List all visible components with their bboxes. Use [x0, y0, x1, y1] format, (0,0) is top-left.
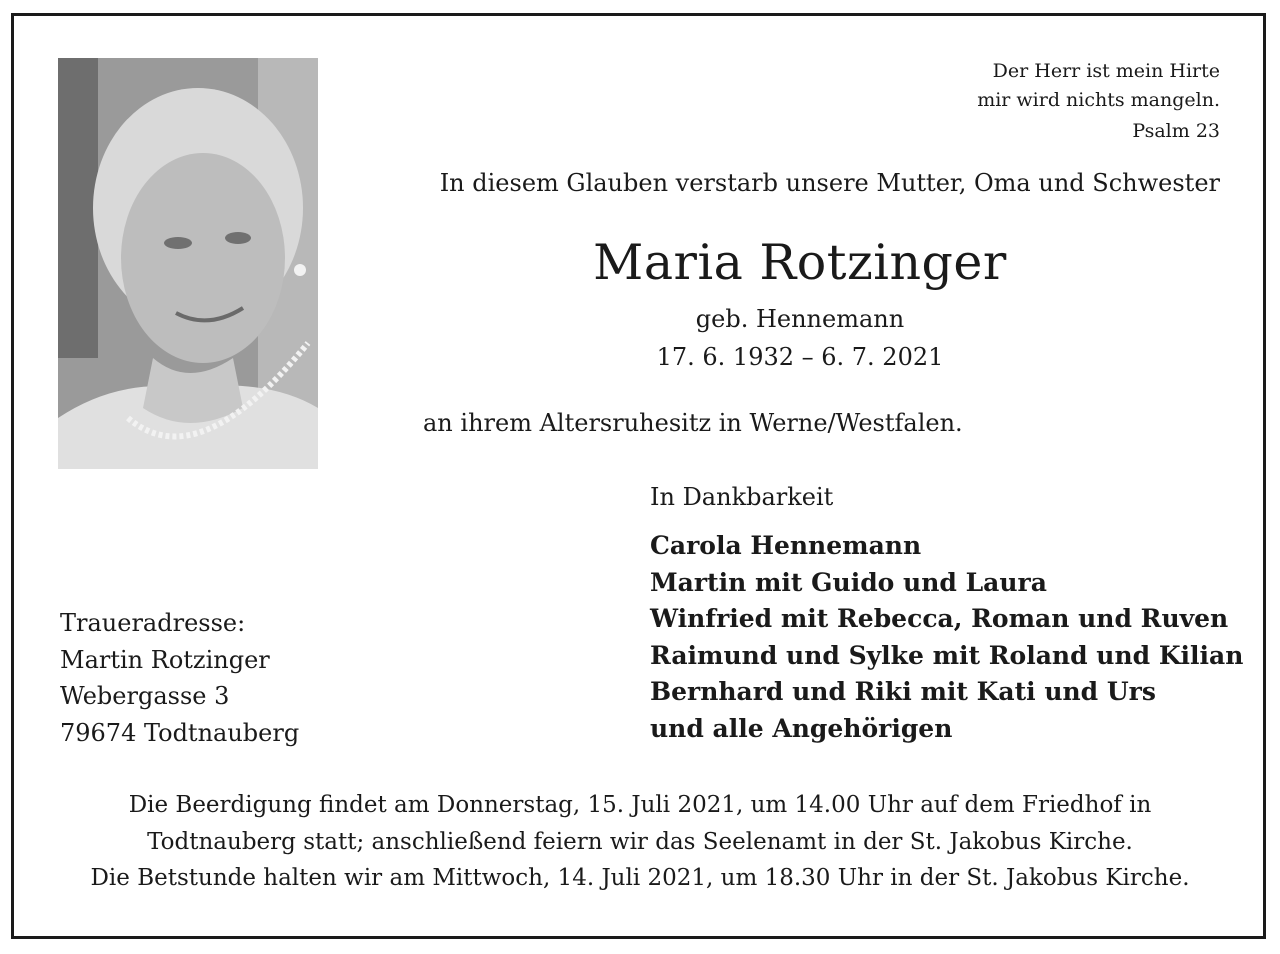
- portrait-photo: [58, 58, 318, 469]
- psalm-line-2: mir wird nichts mangeln.: [977, 89, 1220, 111]
- mourner-line: und alle Angehörigen: [650, 713, 953, 743]
- mourner-line: Raimund und Sylke mit Roland und Kilian: [650, 640, 1244, 670]
- mourner-line: Winfried mit Rebecca, Roman und Ruven: [650, 604, 1229, 633]
- mourning-address: [60, 605, 299, 751]
- psalm-quote: [977, 57, 1220, 146]
- funeral-line-2: Todtnauberg statt; anschließend feiern wir das Seelenamt in der St. Jakobus Kirche.: [147, 828, 1133, 855]
- mourner-line: Martin mit Guido und Laura: [650, 567, 1047, 597]
- address-street: Webergasse 3: [60, 682, 230, 710]
- address-name: Martin Rotzinger: [60, 645, 270, 674]
- funeral-line-1: Die Beerdigung findet am Donnerstag, 15. Juli 2021, um 14.00 Uhr auf dem Friedhof in: [128, 792, 1152, 818]
- place-of-death: an ihrem Altersruhesitz in Werne/Westfalen.: [423, 409, 963, 437]
- portrait-photo-icon: [58, 58, 318, 469]
- mourner-line: Carola Hennemann: [650, 531, 922, 560]
- funeral-line-3: Die Betstunde halten wir am Mittwoch, 14. Juli 2021, um 18.30 Uhr in der St. Jakobus Kirche.: [90, 865, 1190, 891]
- mourner-line: Bernhard und Riki mit Kati und Urs: [650, 677, 1156, 706]
- psalm-line-1: Der Herr ist mein Hirte: [992, 60, 1220, 82]
- intro-text: In diesem Glauben verstarb unsere Mutter, Oma und Schwester: [439, 169, 1220, 197]
- address-city: 79674 Todtnauberg: [60, 718, 300, 747]
- life-dates: 17. 6. 1932 – 6. 7. 2021: [656, 343, 944, 371]
- address-label: Traueradresse:: [60, 609, 246, 637]
- mourners-list: [650, 528, 1243, 747]
- funeral-details: [0, 787, 1280, 897]
- maiden-name: geb. Hennemann: [695, 305, 905, 333]
- psalm-reference: Psalm 23: [1132, 120, 1220, 142]
- deceased-name: Maria Rotzinger: [593, 234, 1007, 291]
- thanks-label: In Dankbarkeit: [650, 483, 834, 511]
